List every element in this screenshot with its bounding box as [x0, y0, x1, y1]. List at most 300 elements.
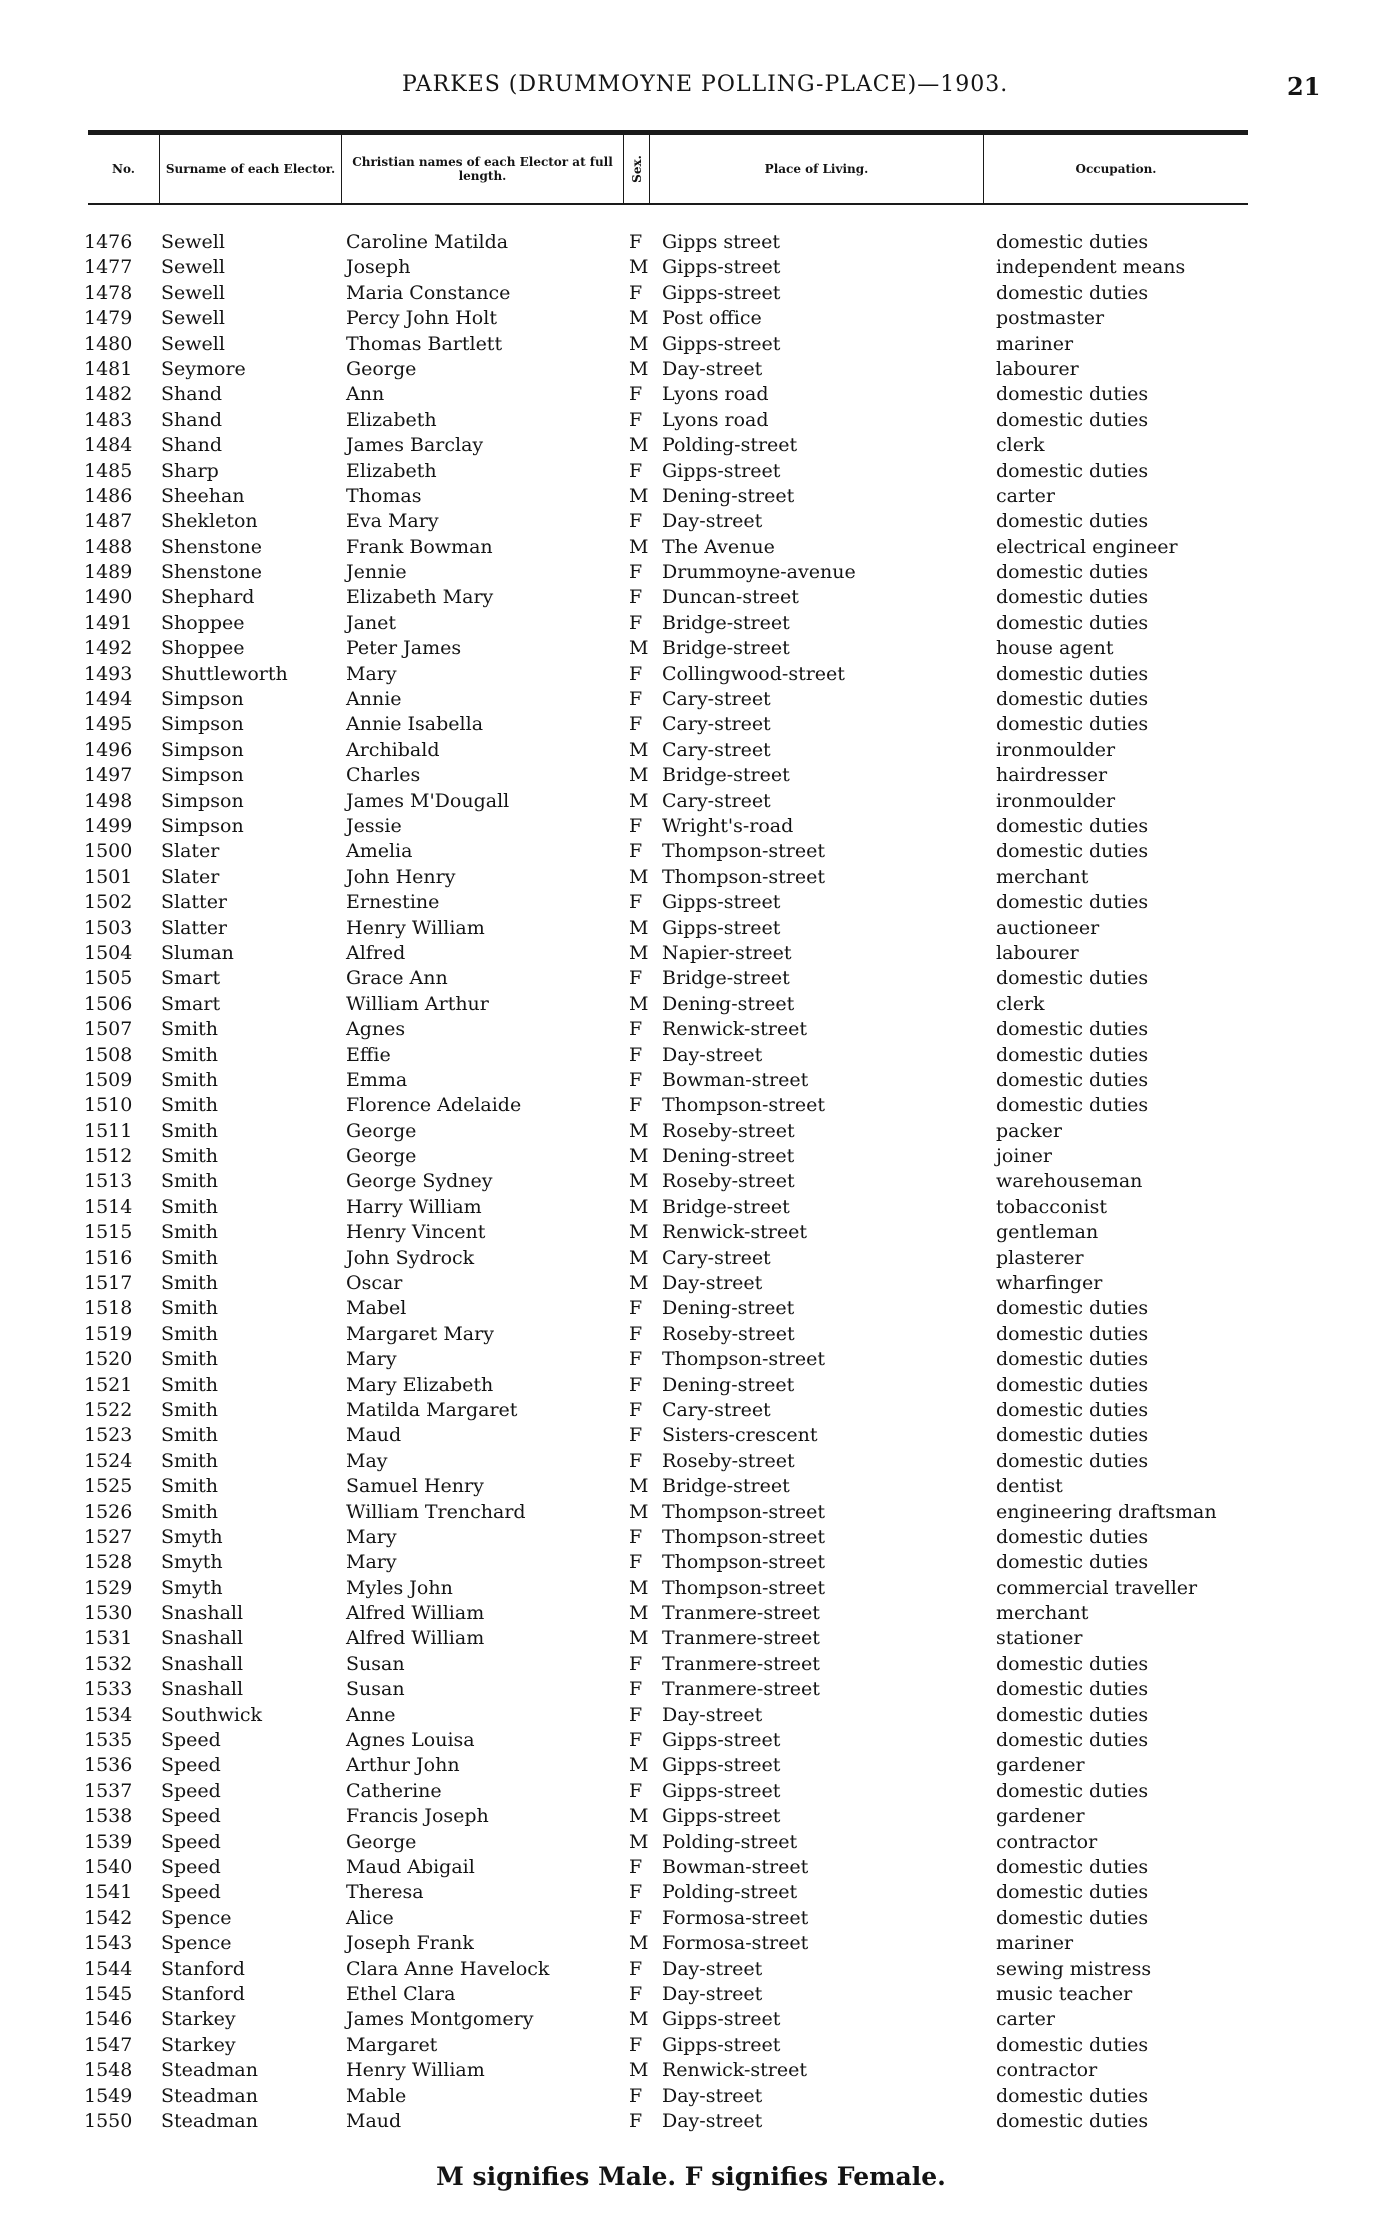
elector-occupation: domestic duties [996, 459, 1149, 482]
elector-place: Day-street [662, 1272, 763, 1295]
table-row [0, 2084, 1382, 2109]
elector-place: Polding-street [662, 1830, 798, 1853]
elector-surname: Simpson [161, 764, 244, 787]
elector-sex: M [629, 1246, 649, 1269]
elector-christian-names: Emma [346, 1068, 408, 1091]
elector-occupation: domestic duties [996, 662, 1149, 685]
column-header-place: Place of Living. [650, 135, 984, 203]
elector-number: 1510 [84, 1094, 133, 1117]
elector-occupation: domestic duties [996, 281, 1149, 304]
elector-occupation: domestic duties [996, 1297, 1149, 1320]
table-row [0, 662, 1382, 687]
elector-surname: Slater [161, 865, 220, 888]
elector-christian-names: Margaret Mary [346, 1322, 494, 1345]
elector-occupation: mariner [996, 332, 1074, 355]
elector-christian-names: John Sydrock [346, 1246, 475, 1269]
elector-surname: Smith [161, 1297, 218, 1320]
column-header-occupation: Occupation. [1075, 162, 1157, 176]
column-header-sex-label: Sex. [629, 155, 644, 183]
elector-number: 1546 [84, 2008, 133, 2031]
table-row [0, 1271, 1382, 1296]
elector-number: 1520 [84, 1348, 133, 1371]
elector-place: Day-street [662, 357, 763, 380]
elector-number: 1535 [84, 1729, 133, 1752]
elector-number: 1534 [84, 1703, 133, 1726]
elector-sex: F [629, 1068, 643, 1091]
elector-occupation: domestic duties [996, 840, 1149, 863]
elector-christian-names: Janet [346, 611, 397, 634]
elector-christian-names: Mary [346, 1348, 397, 1371]
elector-place: Bridge-street [662, 764, 790, 787]
table-row [0, 1728, 1382, 1753]
table-row [0, 738, 1382, 763]
elector-christian-names: Arthur John [346, 1754, 460, 1777]
table-row [0, 1347, 1382, 1372]
elector-christian-names: Margaret [346, 2033, 438, 2056]
elector-place: Gipps-street [662, 459, 781, 482]
elector-place: Thompson-street [662, 1500, 825, 1523]
elector-occupation: domestic duties [996, 1551, 1149, 1574]
elector-number: 1542 [84, 1906, 133, 1929]
table-row [0, 281, 1382, 306]
elector-sex: F [629, 1703, 643, 1726]
elector-place: Gipps-street [662, 2008, 781, 2031]
elector-sex: F [629, 1373, 643, 1396]
elector-number: 1530 [84, 1602, 133, 1625]
elector-occupation: hairdresser [996, 764, 1108, 787]
elector-sex: F [629, 840, 643, 863]
elector-surname: Steadman [161, 2109, 258, 2132]
elector-number: 1492 [84, 637, 133, 660]
elector-christian-names: Elizabeth [346, 459, 437, 482]
table-row [0, 509, 1382, 534]
elector-sex: M [629, 1754, 649, 1777]
elector-sex: F [629, 408, 643, 431]
elector-christian-names: Jennie [346, 561, 407, 584]
elector-sex: M [629, 1170, 649, 1193]
column-header-christian-names: Christian names of each Elector at full length. [342, 135, 624, 203]
elector-surname: Spence [161, 1932, 232, 1955]
elector-surname: Smith [161, 1475, 218, 1498]
elector-occupation: music teacher [996, 1982, 1133, 2005]
elector-surname: Smith [161, 1018, 218, 1041]
elector-occupation: domestic duties [996, 688, 1149, 711]
elector-sex: F [629, 2033, 643, 2056]
elector-christian-names: Agnes Louisa [346, 1729, 475, 1752]
elector-sex: F [629, 891, 643, 914]
elector-number: 1502 [84, 891, 133, 914]
elector-occupation: domestic duties [996, 713, 1149, 736]
elector-occupation: domestic duties [996, 814, 1149, 837]
table-row [0, 1779, 1382, 1804]
elector-sex: F [629, 561, 643, 584]
elector-number: 1483 [84, 408, 133, 431]
elector-occupation: gentleman [996, 1221, 1099, 1244]
elector-place: Tranmere-street [662, 1652, 820, 1675]
elector-number: 1543 [84, 1932, 133, 1955]
elector-number: 1486 [84, 484, 133, 507]
elector-surname: Simpson [161, 789, 244, 812]
elector-place: Renwick-street [662, 2059, 807, 2082]
elector-place: Thompson-street [662, 1348, 825, 1371]
elector-christian-names: William Arthur [346, 992, 489, 1015]
elector-place: Tranmere-street [662, 1627, 820, 1650]
elector-sex: F [629, 1551, 643, 1574]
elector-number: 1539 [84, 1830, 133, 1853]
elector-surname: Sewell [161, 231, 225, 253]
elector-surname: Stanford [161, 1982, 245, 2005]
elector-surname: Speed [161, 1856, 221, 1878]
table-row [0, 332, 1382, 357]
elector-christian-names: Theresa [346, 1881, 424, 1904]
elector-place: Bridge-street [662, 967, 790, 990]
elector-place: Dening-street [662, 992, 795, 1015]
elector-number: 1523 [84, 1424, 133, 1447]
elector-number: 1505 [84, 967, 133, 990]
elector-occupation: domestic duties [996, 1449, 1149, 1472]
elector-sex: F [629, 1018, 643, 1041]
elector-place: Bowman-street [662, 1856, 809, 1878]
elector-number: 1490 [84, 586, 133, 609]
elector-surname: Slater [161, 840, 220, 863]
elector-occupation: postmaster [996, 307, 1105, 330]
elector-number: 1500 [84, 840, 133, 863]
table-row [0, 814, 1382, 839]
elector-sex: M [629, 1602, 649, 1625]
elector-occupation: domestic duties [996, 2033, 1149, 2056]
elector-sex: F [629, 1779, 643, 1802]
elector-surname: Snashall [161, 1602, 244, 1625]
elector-place: Wright's-road [662, 814, 794, 837]
elector-surname: Smith [161, 1246, 218, 1269]
elector-christian-names: James Barclay [346, 434, 484, 457]
elector-christian-names: Peter James [346, 637, 462, 660]
elector-christian-names: Susan [346, 1678, 405, 1701]
elector-christian-names: Ethel Clara [346, 1982, 456, 2005]
elector-occupation: carter [996, 484, 1056, 507]
elector-place: Cary-street [662, 738, 771, 761]
elector-christian-names: Annie [346, 688, 402, 711]
elector-occupation: carter [996, 2008, 1056, 2031]
elector-place: Lyons road [662, 408, 769, 431]
table-row [0, 1068, 1382, 1093]
elector-place: Gipps-street [662, 2033, 781, 2056]
elector-surname: Sewell [161, 256, 225, 279]
table-row [0, 763, 1382, 788]
elector-place: Drummoyne-avenue [662, 561, 856, 584]
elector-occupation: tobacconist [996, 1195, 1107, 1218]
elector-number: 1497 [84, 764, 133, 787]
elector-place: Gipps street [662, 231, 780, 253]
elector-christian-names: Effie [346, 1043, 391, 1066]
elector-number: 1511 [84, 1119, 133, 1142]
elector-christian-names: Henry William [346, 2059, 485, 2082]
elector-occupation: mariner [996, 1932, 1074, 1955]
elector-surname: Smyth [161, 1525, 223, 1548]
elector-occupation: domestic duties [996, 1703, 1149, 1726]
elector-place: Gipps-street [662, 1729, 781, 1752]
elector-sex: F [629, 1322, 643, 1345]
elector-number: 1477 [84, 256, 133, 279]
elector-sex: F [629, 1094, 643, 1117]
elector-surname: Sewell [161, 332, 225, 355]
column-header-no: No. [88, 135, 160, 203]
table-row [0, 408, 1382, 433]
elector-sex: F [629, 1297, 643, 1320]
elector-occupation: domestic duties [996, 586, 1149, 609]
elector-sex: F [629, 1906, 643, 1929]
elector-sex: F [629, 1449, 643, 1472]
elector-sex: F [629, 814, 643, 837]
elector-surname: Stanford [161, 1957, 245, 1980]
elector-place: Thompson-street [662, 865, 825, 888]
elector-surname: Smart [161, 967, 221, 990]
elector-place: Napier-street [662, 941, 792, 964]
elector-occupation: dentist [996, 1475, 1063, 1498]
elector-christian-names: Charles [346, 764, 421, 787]
elector-occupation: domestic duties [996, 1881, 1149, 1904]
elector-christian-names: Percy John Holt [346, 307, 497, 330]
elector-place: Day-street [662, 510, 763, 533]
table-row [0, 941, 1382, 966]
elector-number: 1509 [84, 1068, 133, 1091]
elector-place: Collingwood-street [662, 662, 845, 685]
elector-place: Formosa-street [662, 1932, 809, 1955]
elector-place: Day-street [662, 1043, 763, 1066]
table-row [0, 789, 1382, 814]
elector-place: Thompson-street [662, 1094, 825, 1117]
table-row [0, 1855, 1382, 1880]
elector-place: Gipps-street [662, 281, 781, 304]
elector-number: 1532 [84, 1652, 133, 1675]
elector-surname: Simpson [161, 713, 244, 736]
elector-number: 1516 [84, 1246, 133, 1269]
elector-occupation: domestic duties [996, 510, 1149, 533]
table-row [0, 839, 1382, 864]
elector-place: Gipps-street [662, 1805, 781, 1828]
elector-sex: F [629, 611, 643, 634]
table-row [0, 1373, 1382, 1398]
elector-occupation: domestic duties [996, 383, 1149, 406]
sex-legend: M signifies Male. F signifies Female. [436, 2162, 946, 2191]
elector-christian-names: Joseph [346, 256, 411, 279]
table-row [0, 1931, 1382, 1956]
elector-number: 1537 [84, 1779, 133, 1802]
elector-christian-names: Catherine [346, 1779, 442, 1802]
elector-christian-names: Ann [346, 383, 385, 406]
elector-surname: Speed [161, 1729, 221, 1752]
elector-number: 1526 [84, 1500, 133, 1523]
elector-christian-names: Thomas [346, 484, 422, 507]
elector-occupation: warehouseman [996, 1170, 1143, 1193]
elector-number: 1513 [84, 1170, 133, 1193]
table-row [0, 1017, 1382, 1042]
elector-occupation: gardener [996, 1805, 1085, 1828]
elector-christian-names: Alice [346, 1906, 394, 1929]
elector-number: 1484 [84, 434, 133, 457]
elector-occupation: merchant [996, 865, 1089, 888]
elector-place: Polding-street [662, 434, 798, 457]
elector-surname: Smith [161, 1195, 218, 1218]
elector-occupation: domestic duties [996, 2084, 1149, 2107]
table-row [0, 1626, 1382, 1651]
elector-christian-names: George [346, 1119, 417, 1142]
table-row [0, 1423, 1382, 1448]
table-row [0, 357, 1382, 382]
elector-sex: M [629, 1475, 649, 1498]
elector-occupation: independent means [996, 256, 1186, 279]
elector-place: Gipps-street [662, 916, 781, 939]
elector-christian-names: George [346, 1145, 417, 1168]
elector-number: 1479 [84, 307, 133, 330]
table-row [0, 2109, 1382, 2134]
elector-place: Formosa-street [662, 1906, 809, 1929]
elector-surname: Sharp [161, 459, 219, 482]
elector-occupation: domestic duties [996, 1856, 1149, 1878]
elector-sex: M [629, 865, 649, 888]
elector-surname: Speed [161, 1754, 221, 1777]
elector-occupation: clerk [996, 992, 1045, 1015]
elector-sex: M [629, 1145, 649, 1168]
elector-number: 1504 [84, 941, 133, 964]
table-row [0, 459, 1382, 484]
elector-number: 1527 [84, 1525, 133, 1548]
elector-number: 1495 [84, 713, 133, 736]
table-row [0, 1576, 1382, 1601]
elector-number: 1491 [84, 611, 133, 634]
table-row [0, 1525, 1382, 1550]
elector-number: 1548 [84, 2059, 133, 2082]
table-row [0, 1474, 1382, 1499]
elector-sex: M [629, 1500, 649, 1523]
elector-surname: Smith [161, 1170, 218, 1193]
elector-sex: F [629, 967, 643, 990]
elector-christian-names: George Sydney [346, 1170, 493, 1193]
column-header-sex [624, 135, 650, 203]
elector-sex: M [629, 434, 649, 457]
table-row [0, 1982, 1382, 2007]
elector-occupation: domestic duties [996, 561, 1149, 584]
table-row [0, 1296, 1382, 1321]
elector-sex: F [629, 1043, 643, 1066]
elector-christian-names: Maud [346, 1424, 402, 1447]
table-row [0, 255, 1382, 280]
elector-christian-names: May [346, 1449, 388, 1472]
elector-christian-names: Susan [346, 1652, 405, 1675]
table-row [0, 1144, 1382, 1169]
elector-christian-names: James M'Dougall [346, 789, 510, 812]
elector-surname: Shand [161, 434, 222, 457]
elector-occupation: merchant [996, 1602, 1089, 1625]
elector-place: Dening-street [662, 1373, 795, 1396]
elector-occupation: domestic duties [996, 2109, 1149, 2132]
elector-occupation: commercial traveller [996, 1576, 1198, 1599]
table-row [0, 712, 1382, 737]
elector-sex: M [629, 484, 649, 507]
elector-place: Bridge-street [662, 1195, 790, 1218]
elector-occupation: domestic duties [996, 1398, 1149, 1421]
elector-place: Renwick-street [662, 1221, 807, 1244]
table-row [0, 1449, 1382, 1474]
elector-sex: F [629, 1729, 643, 1752]
elector-occupation: domestic duties [996, 231, 1149, 253]
elector-occupation: auctioneer [996, 916, 1100, 939]
table-row [0, 1677, 1382, 1702]
elector-occupation: stationer [996, 1627, 1083, 1650]
table-row [0, 484, 1382, 509]
elector-number: 1544 [84, 1957, 133, 1980]
elector-sex: M [629, 1272, 649, 1295]
elector-number: 1488 [84, 535, 133, 558]
elector-place: Day-street [662, 1703, 763, 1726]
table-row [0, 992, 1382, 1017]
elector-number: 1487 [84, 510, 133, 533]
elector-occupation: electrical engineer [996, 535, 1178, 558]
elector-sex: F [629, 1957, 643, 1980]
elector-occupation: domestic duties [996, 1424, 1149, 1447]
table-row [0, 916, 1382, 941]
elector-surname: Simpson [161, 738, 244, 761]
elector-surname: Smith [161, 1145, 218, 1168]
elector-number: 1522 [84, 1398, 133, 1421]
elector-sex: F [629, 662, 643, 685]
elector-sex: M [629, 738, 649, 761]
table-row [0, 1601, 1382, 1626]
elector-christian-names: Mary Elizabeth [346, 1373, 494, 1396]
elector-surname: Speed [161, 1805, 221, 1828]
elector-surname: Slatter [161, 916, 228, 939]
elector-place: Cary-street [662, 688, 771, 711]
elector-sex: F [629, 1982, 643, 2005]
elector-surname: Speed [161, 1779, 221, 1802]
elector-occupation: domestic duties [996, 1094, 1149, 1117]
elector-surname: Smyth [161, 1576, 223, 1599]
elector-occupation: domestic duties [996, 1373, 1149, 1396]
elector-number: 1536 [84, 1754, 133, 1777]
elector-occupation: ironmoulder [996, 789, 1116, 812]
elector-christian-names: Joseph Frank [346, 1932, 474, 1955]
elector-number: 1525 [84, 1475, 133, 1498]
elector-number: 1518 [84, 1297, 133, 1320]
elector-occupation: engineering draftsman [996, 1500, 1217, 1523]
table-row [0, 1043, 1382, 1068]
elector-sex: F [629, 586, 643, 609]
elector-sex: F [629, 510, 643, 533]
elector-number: 1499 [84, 814, 133, 837]
elector-christian-names: Clara Anne Havelock [346, 1957, 550, 1980]
elector-surname: Simpson [161, 688, 244, 711]
table-row [0, 1880, 1382, 1905]
elector-number: 1547 [84, 2033, 133, 2056]
table-row [0, 382, 1382, 407]
elector-number: 1485 [84, 459, 133, 482]
elector-christian-names: Florence Adelaide [346, 1094, 522, 1117]
elector-place: Dening-street [662, 484, 795, 507]
elector-number: 1517 [84, 1272, 133, 1295]
elector-sex: F [629, 1525, 643, 1548]
elector-christian-names: Samuel Henry [346, 1475, 484, 1498]
elector-number: 1538 [84, 1805, 133, 1828]
elector-sex: F [629, 1348, 643, 1371]
elector-place: Gipps-street [662, 1754, 781, 1777]
elector-surname: Steadman [161, 2084, 258, 2107]
elector-number: 1508 [84, 1043, 133, 1066]
elector-place: Thompson-street [662, 840, 825, 863]
elector-christian-names: William Trenchard [346, 1500, 526, 1523]
elector-number: 1493 [84, 662, 133, 685]
elector-sex: F [629, 688, 643, 711]
elector-sex: M [629, 2008, 649, 2031]
